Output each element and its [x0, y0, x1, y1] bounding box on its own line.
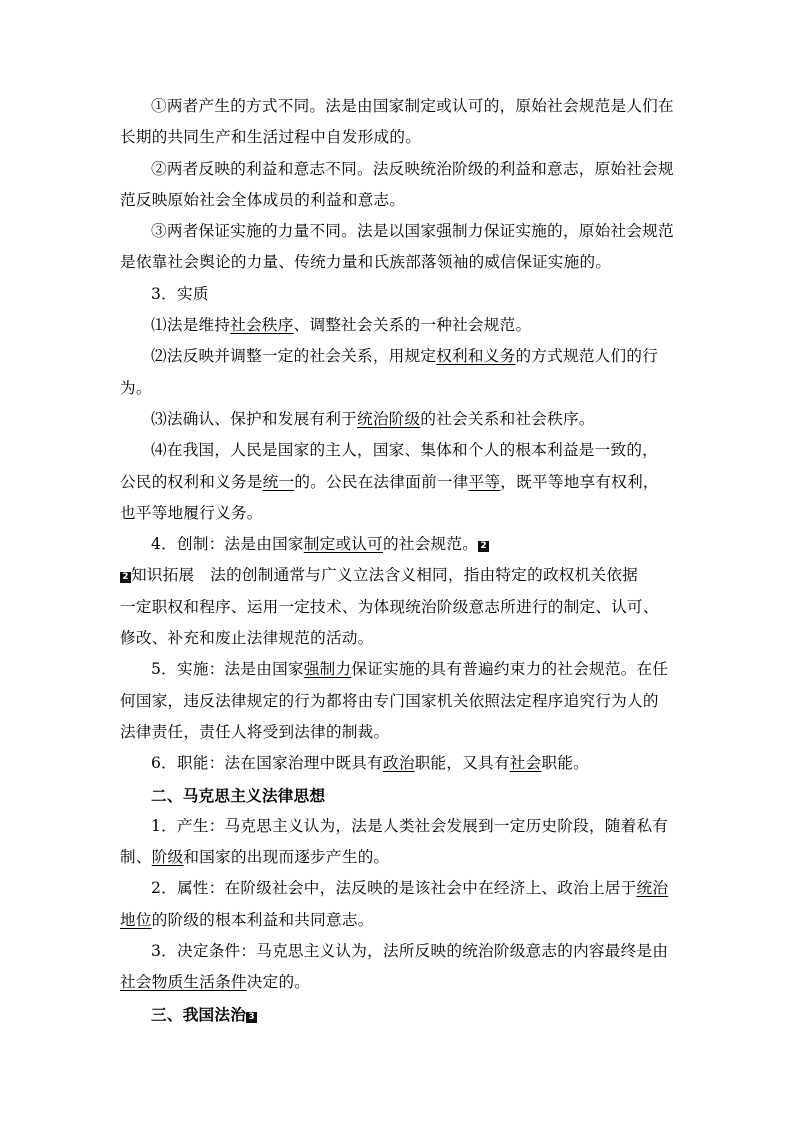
text-segment: ⑶法确认、保护和发展有利于	[151, 409, 357, 428]
text-segment: 何国家，违反法律规定的行为都将由专门国家机关依照法定程序追究行为人的	[120, 691, 659, 710]
text-line	[120, 185, 676, 216]
underlined-keyword: 社会物质生活条件	[120, 973, 247, 992]
text-line	[120, 967, 676, 998]
underlined-keyword: 统一	[262, 472, 295, 491]
text-segment: 为。	[120, 378, 152, 397]
text-segment: ⑵法反映并调整一定的社会关系，用规定	[151, 347, 437, 366]
text-segment: 的。公民在法律面前一律	[294, 472, 469, 491]
text-segment: 4．创制：法是由国家	[151, 535, 304, 554]
text-line	[120, 654, 676, 685]
text-segment: ，既平等地享有权利，	[500, 472, 659, 491]
text-segment: 2．属性：在阶级社会中，法反映的是该社会中在经济上、政治上居于	[151, 879, 637, 898]
text-line	[120, 216, 676, 247]
underlined-keyword: 制定或认可	[303, 535, 383, 554]
text-line	[120, 310, 676, 341]
text-segment: 是依靠社会舆论的力量、传统力量和氏族部落领袖的威信保证实施的。	[120, 253, 612, 272]
text-segment: 的方式规范人们的行	[515, 347, 659, 366]
underlined-keyword: 平等	[468, 472, 501, 491]
text-line	[120, 999, 676, 1030]
underlined-keyword: 地位	[120, 910, 152, 929]
marker-badge: 3	[246, 1012, 257, 1023]
text-line	[120, 247, 676, 278]
text-line	[120, 435, 676, 466]
text-segment: ①两者产生的方式不同。法是由国家制定或认可的，原始社会规范是人们在	[151, 97, 674, 115]
underlined-keyword: 统治阶级	[356, 409, 421, 428]
text-line	[120, 529, 676, 560]
text-segment: 保证实施的具有普遍约束力的社会规范。在任	[351, 660, 669, 679]
underlined-keyword: 政治	[382, 754, 415, 773]
text-segment: ②两者反映的利益和意志不同。法反映统治阶级的利益和意志，原始社会规	[151, 159, 674, 178]
text-segment: 一定职权和程序、运用一定技术、为体现统治阶级意志所进行的制定、认可、	[120, 597, 659, 616]
text-line	[120, 717, 676, 748]
text-segment: 和国家的出现而逐步产生的。	[183, 848, 390, 867]
marker-badge: 2	[120, 572, 131, 583]
text-segment: ⑴法是维持	[151, 316, 231, 335]
text-line	[120, 341, 676, 372]
text-segment: 的阶级的根本利益和共同意志。	[151, 910, 374, 929]
text-segment: 职能。	[541, 754, 590, 773]
text-line	[120, 936, 676, 967]
text-segment: 修改、补充和废止法律规范的活动。	[120, 629, 374, 648]
text-line	[120, 780, 676, 811]
text-segment: 3．决定条件：马克思主义认为，法所反映的统治阶级意志的内容最终是由	[151, 942, 669, 961]
text-segment: ⑷在我国，人民是国家的主人，国家、集体和个人的根本利益是一致的，	[151, 441, 659, 460]
underlined-keyword: 社会秩序	[230, 316, 294, 335]
text-line	[120, 404, 676, 435]
text-line	[120, 748, 676, 779]
underlined-keyword: 统治	[636, 879, 669, 898]
text-segment: 也平等地履行义务。	[120, 503, 263, 522]
text-line	[120, 842, 676, 873]
text-segment: 、调整社会关系的一种社会规范。	[293, 316, 532, 335]
text-line	[120, 122, 676, 153]
text-segment: 1．产生：马克思主义认为，法是人类社会发展到一定历史阶段，随着私有	[151, 816, 669, 835]
text-line	[120, 873, 676, 904]
text-line	[120, 811, 676, 842]
marker-badge: 2	[478, 541, 489, 552]
text-segment: 范反映原始社会全体成员的利益和意志。	[120, 190, 406, 209]
text-line	[120, 560, 676, 591]
text-line	[120, 686, 676, 717]
text-line	[120, 154, 676, 185]
text-line	[120, 91, 676, 122]
text-segment: 二、马克思主义法律思想	[151, 785, 326, 805]
underlined-keyword: 强制力	[303, 660, 352, 679]
text-line	[120, 498, 676, 529]
text-segment: 决定的。	[246, 973, 311, 992]
text-line	[120, 279, 676, 310]
text-line	[120, 467, 676, 498]
text-segment: 6．职能：法在国家治理中既具有	[151, 754, 383, 773]
text-segment: 法律责任，责任人将受到法律的制裁。	[120, 722, 390, 741]
text-line	[120, 592, 676, 623]
text-line	[120, 373, 676, 404]
text-segment: 长期的共同生产和生活过程中自发形成的。	[120, 128, 422, 147]
text-segment: ③两者保证实施的力量不同。法是以国家强制力保证实施的，原始社会规范	[151, 222, 674, 241]
underlined-keyword: 社会	[509, 754, 542, 773]
text-segment: 职能，又具有	[414, 754, 510, 773]
text-segment: 的社会规范。	[383, 535, 479, 554]
text-segment: 3．实质	[151, 284, 209, 303]
underlined-keyword: 阶级	[151, 848, 184, 867]
text-line	[120, 623, 676, 654]
text-segment: 公民的权利和义务是	[120, 472, 263, 491]
text-segment: 制、	[120, 848, 152, 867]
document-body	[120, 91, 676, 1030]
underlined-keyword: 权利和义务	[436, 347, 516, 366]
text-segment: 5．实施：法是由国家	[151, 660, 304, 679]
text-line	[120, 905, 676, 936]
text-segment: 知识拓展 法的创制通常与广义立法含义相同，指由特定的政权机关依据	[131, 566, 639, 585]
text-segment: 的社会关系和社会秩序。	[420, 409, 595, 428]
text-segment: 三、我国法治	[151, 1004, 247, 1024]
